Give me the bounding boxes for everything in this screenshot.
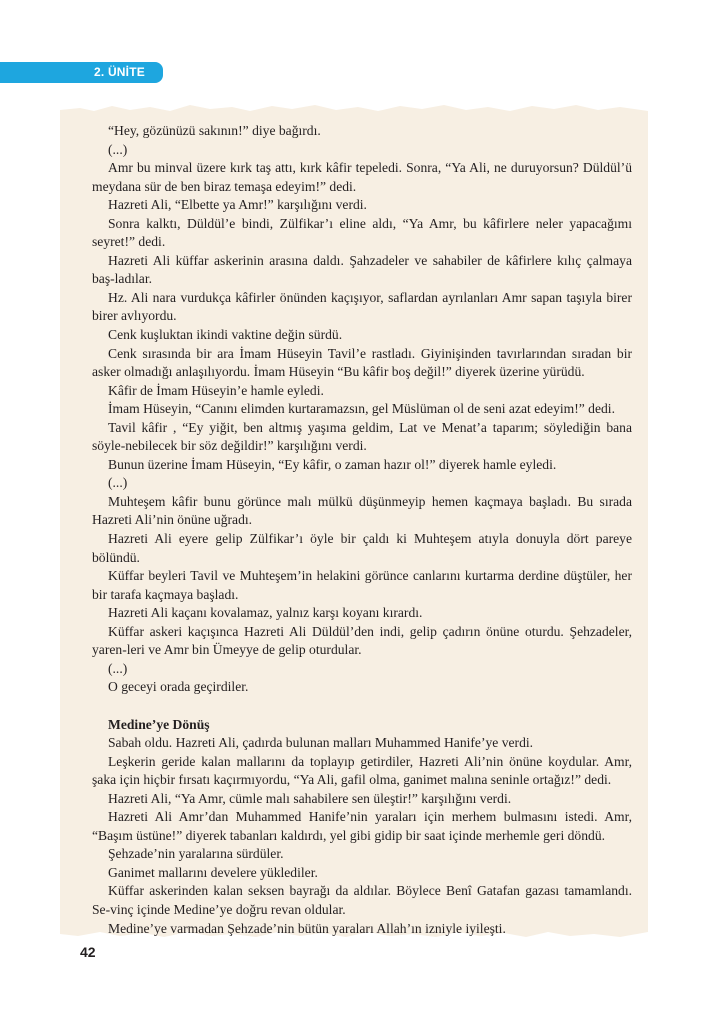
paragraph: Sonra kalktı, Düldül’e bindi, Zülfikar’ı eline aldı, “Ya Amr, bu kâfirlere neler yapacağımı seyret!” dedi.	[92, 215, 632, 250]
paragraph: Hazreti Ali eyere gelip Zülfikar’ı öyle bir çaldı ki Muhteşem atıyla donuyla dört pareye bölündü.	[92, 531, 632, 565]
torn-edge-top	[60, 102, 648, 116]
paragraph: Küffar beyleri Tavil ve Muhteşem’in helakini görünce canlarını kurtarma derdine düştüler, her bir tarafa kaçmaya başladı.	[92, 568, 632, 602]
paragraph: Muhteşem kâfir bunu görünce malı mülkü düşünmeyip hemen kaçmaya başladı. Bu sırada Hazreti Ali’nin önüne uğradı.	[92, 493, 632, 528]
paragraph: O geceyi orada geçirdiler.	[108, 679, 249, 695]
paragraph: Cenk sırasında bir ara İmam Hüseyin Tavil’e rastladı. Giyinişinden tavırlarından sıradan bir asker olmadığı anlaşılıyordu. İmam Hüseyin “Bu kâfir boş değil!” diyerek üzerine yürüdü.	[92, 345, 632, 380]
paragraph: İmam Hüseyin, “Canını elimden kurtaramazsın, gel Müslüman ol de seni azat edeyim!” dedi.	[108, 401, 615, 417]
paragraph: Küffar askeri kaçışınca Hazreti Ali Düldül’den indi, gelip çadırın önüne oturdu. Şehzadeler, yaren-leri ve Amr bin Ümeyye de gelip oturdular.	[92, 623, 632, 658]
paragraph: Medine’ye varmadan Şehzade’nin bütün yaraları Allah’ın izniyle iyileşti.	[108, 920, 506, 936]
paragraph: Sabah oldu. Hazreti Ali, çadırda bulunan malları Muhammed Hanife’ye verdi.	[108, 735, 534, 751]
paragraph: Cenk kuşluktan ikindi vaktine değin sürdü.	[108, 327, 343, 343]
paragraph: Tavil kâfir , “Ey yiğit, ben altmış yaşıma geldim, Lat ve Menat’a taparım; söylediğin bana söyle-nebilecek bir söz değildir!” karşılığını verdi.	[92, 419, 632, 454]
paragraph: Hazreti Ali Amr’dan Muhammed Hanife’nin yaraları için merhem bulmasını istedi. Amr, “Başım üstüne!” diyerek tabanları kaldırdı, yel gibi gidip bir saat içinde merhemle geri döndü.	[92, 809, 632, 843]
paragraph: “Hey, gözünüzü sakının!” diye bağırdı.	[108, 123, 321, 138]
paragraph: Ganimet mallarını develere yüklediler.	[108, 864, 318, 880]
story-text	[92, 122, 632, 938]
paragraph: Amr bu minval üzere kırk taş attı, kırk kâfir tepeledi. Sonra, “Ya Ali, ne duruyorsun? Düldül’ü meydana sür de ben biraz temaşa edeyim!” dedi.	[92, 160, 632, 194]
paragraph: Hazreti Ali küffar askerinin arasına daldı. Şahzadeler ve sahabiler de kâfirlere kılıç çalmaya baş-ladılar.	[92, 252, 632, 287]
paragraph: Hazreti Ali, “Elbette ya Amr!” karşılığını verdi.	[108, 197, 367, 213]
paragraph: (...)	[108, 475, 128, 491]
paragraph: Leşkerin geride kalan mallarını da toplayıp getirdiler, Hazreti Ali’nin önüne koydular. Amr, şaka için hiçbir fırsatı kaçırmıyordu, “Ya Ali, gafil olma, ganimet malına seninle ortağız!” dedi.	[92, 753, 632, 788]
paragraph: Kâfir de İmam Hüseyin’e hamle eyledi.	[108, 382, 324, 398]
paragraph: Bunun üzerine İmam Hüseyin, “Ey kâfir, o zaman hazır ol!” diyerek hamle eyledi.	[108, 456, 557, 472]
unit-badge	[0, 62, 163, 83]
page-number: 42	[80, 944, 96, 960]
paragraph: (...)	[108, 660, 128, 676]
section-heading: Medine’ye Dönüş	[108, 716, 210, 732]
paragraph: Küffar askerinden kalan seksen bayrağı da aldılar. Böylece Benî Gatafan gazası tamamlandı. Se-vinç içinde Medine’ye doğru revan oldular.	[92, 883, 632, 917]
paragraph: Hazreti Ali kaçanı kovalamaz, yalnız karşı koyanı kırardı.	[108, 605, 423, 621]
paragraph: Hz. Ali nara vurdukça kâfirler önünden kaçışıyor, saflardan ayrılanları Amr sapan taşıyla birer birer avlıyordu.	[92, 289, 632, 324]
paragraph: (...)	[108, 141, 128, 157]
unit-label: 2. ÜNİTE	[94, 65, 145, 79]
paragraph: Hazreti Ali, “Ya Amr, cümle malı sahabilere sen üleştir!” karşılığını verdi.	[108, 790, 512, 806]
paragraph: Şehzade’nin yaralarına sürdüler.	[108, 846, 284, 862]
